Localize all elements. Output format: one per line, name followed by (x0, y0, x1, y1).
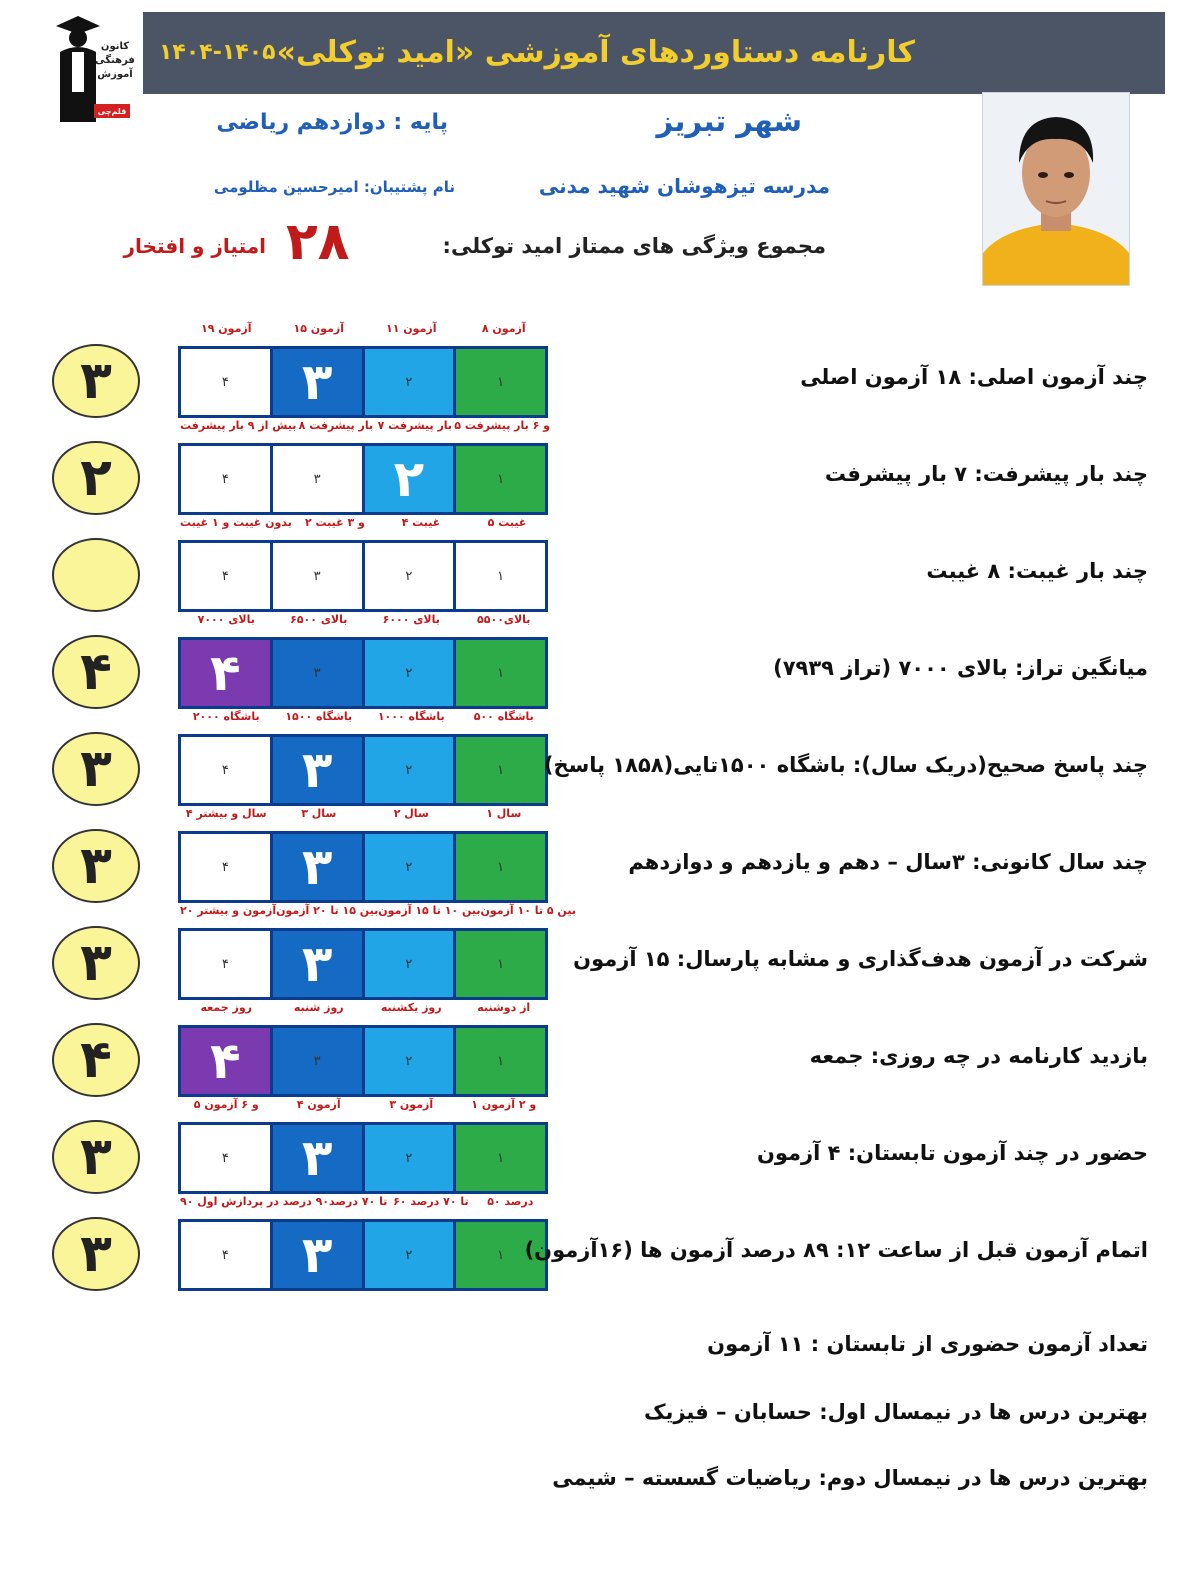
level-cell: ۲ (365, 349, 454, 415)
report-years: ۱۴۰۴-۱۴۰۵ (159, 40, 276, 65)
level-cell: ۴ (181, 1028, 270, 1094)
level-cell: ۴ (181, 737, 270, 803)
level-cell: ۳ (273, 446, 362, 512)
level-label: ۳ آزمون (389, 1098, 434, 1111)
level-cell: ۲ (365, 737, 454, 803)
student-supporter: نام پشتیبان: امیرحسین مظلومی (213, 178, 455, 196)
level-label: ۱۹ آزمون (201, 322, 252, 335)
level-cell: ۲ (365, 640, 454, 706)
level-label: ۹۰تا ۷۰ درصد (315, 1195, 388, 1208)
level-labels (180, 904, 576, 924)
level-label: بدون غیبت و ۱ غیبت (180, 516, 292, 529)
level-strip (178, 637, 548, 709)
level-cell: ۴ (181, 446, 270, 512)
logo-line: کانون (100, 41, 130, 52)
level-cell: ۱ (456, 1125, 545, 1191)
criterion-description: اتمام آزمون قبل از ساعت ۱۲: ۸۹ درصد آزمون ها (۱۶آزمون) (524, 1238, 1148, 1262)
score-circle: ۳ (52, 344, 140, 418)
level-strip (178, 540, 548, 612)
level-label: روز یکشنبه (380, 1001, 442, 1014)
level-label: باشگاه ۱۵۰۰ (285, 710, 353, 723)
logo-line: آموزش (97, 69, 133, 80)
extra-line: تعداد آزمون حضوری از تابستان : ۱۱ آزمون (707, 1332, 1148, 1356)
level-label: ۴ سال و بیشتر (185, 807, 267, 820)
level-label: باشگاه ۵۰۰ (473, 710, 534, 723)
level-cell: ۴ (181, 1125, 270, 1191)
total-value: ۲۸ (286, 212, 350, 272)
level-labels (180, 419, 550, 439)
level-strip (178, 443, 548, 515)
criterion-description: چند پاسخ صحیح(دریک سال): باشگاه ۱۵۰۰تایی(۱۸۵۸ پاسخ) (543, 753, 1148, 777)
logo-line: قلم‌چی (97, 107, 127, 116)
report-title: کارنامه دستاوردهای آموزشی «امید توکلی» (276, 35, 915, 70)
level-cell: ۱ (456, 834, 545, 900)
level-label: بین ۱۰ تا ۱۵ آزمون (378, 904, 481, 917)
level-cell: ۲ (365, 1125, 454, 1191)
extra-line: بهترین درس ها در نیمسال دوم: ریاضیات گسسته – شیمی (552, 1466, 1148, 1490)
level-cell: ۳ (273, 931, 362, 997)
level-label: ۸ بار پیشرفت (298, 419, 374, 432)
level-label: ۶۰ تا ۷۰ درصد (393, 1195, 469, 1208)
level-cell: ۳ (273, 543, 362, 609)
level-cell: ۴ (181, 931, 270, 997)
level-labels (180, 613, 550, 633)
level-label: ۵ غیبت (487, 516, 527, 529)
score-circle: ۴ (52, 1023, 140, 1097)
level-cell: ۴ (181, 543, 270, 609)
criterion-description: چند بار غیبت: ۸ غیبت (926, 559, 1148, 583)
level-cell: ۱ (456, 1222, 545, 1288)
level-cell: ۱ (456, 446, 545, 512)
level-label: بین ۵ تا ۱۰ آزمون (480, 904, 576, 917)
level-cell: ۱ (456, 349, 545, 415)
criterion-description: بازدید کارنامه در چه روزی: جمعه (809, 1044, 1148, 1068)
level-label: باشگاه ۲۰۰۰ (192, 710, 260, 723)
level-cell: ۲ (365, 1028, 454, 1094)
level-label: ۳ سال (301, 807, 337, 820)
level-labels (180, 807, 550, 827)
level-cell: ۳ (273, 737, 362, 803)
level-label: روز جمعه (200, 1001, 252, 1014)
level-label: بالای ۶۰۰۰ (382, 613, 440, 626)
level-label: ۹۰ درصد در پردازش اول (180, 1195, 312, 1208)
level-labels (180, 1195, 550, 1215)
level-label: بین ۱۵ تا ۲۰ آزمون (276, 904, 379, 917)
total-label: مجموع ویژگی های ممتاز امید توکلی: (442, 234, 826, 258)
student-portrait-icon (983, 93, 1129, 285)
level-strip (178, 1219, 548, 1291)
level-labels (180, 1001, 550, 1021)
level-cell: ۳ (273, 834, 362, 900)
criterion-description: چند سال کانونی: ۳سال – دهم و یازدهم و دوازدهم (628, 850, 1148, 874)
level-labels (180, 516, 550, 536)
level-cell: ۳ (273, 349, 362, 415)
student-school: مدرسه تیزهوشان شهید مدنی (538, 174, 830, 198)
level-label: ۵ و ۶ بار پیشرفت (454, 419, 550, 432)
criterion-description: چند بار پیشرفت: ۷ بار پیشرفت (824, 462, 1148, 486)
total-suffix: امتیاز و افتخار (123, 234, 266, 258)
logo-line: فرهنگی (95, 55, 135, 66)
level-cell: ۱ (456, 640, 545, 706)
student-grade: پایه : دوازدهم ریاضی (216, 110, 448, 135)
level-cell: ۳ (273, 1028, 362, 1094)
level-cell: ۳ (273, 1222, 362, 1288)
level-label: بالای۵۵۰۰ (477, 613, 531, 626)
level-strip (178, 346, 548, 418)
level-cell: ۲ (365, 834, 454, 900)
level-strip (178, 1025, 548, 1097)
score-circle: ۳ (52, 732, 140, 806)
level-cell: ۲ (365, 446, 454, 512)
level-label: ۱۱ آزمون (386, 322, 437, 335)
level-strip (178, 1122, 548, 1194)
level-label: روز شنبه (293, 1001, 344, 1014)
level-label: بیش از ۹ بار پیشرفت (180, 419, 297, 432)
level-labels (180, 1098, 550, 1118)
level-label: ۴ غیبت (401, 516, 441, 529)
level-cell: ۲ (365, 931, 454, 997)
header-bar (143, 12, 1165, 94)
level-label: ۲ سال (393, 807, 429, 820)
level-label: ۱ و ۲ آزمون (471, 1098, 537, 1111)
level-cell: ۳ (273, 1125, 362, 1191)
criterion-description: شرکت در آزمون هدف‌گذاری و مشابه پارسال: ۱۵ آزمون (573, 947, 1148, 971)
level-labels (180, 710, 550, 730)
level-label: بالای ۶۵۰۰ (290, 613, 348, 626)
level-label: ۱۵ آزمون (293, 322, 344, 335)
level-label: ۲ و ۳ غیبت (304, 516, 365, 529)
level-strip (178, 928, 548, 1000)
level-label: ۱ سال (486, 807, 522, 820)
level-cell: ۴ (181, 834, 270, 900)
level-label: بالای ۷۰۰۰ (197, 613, 255, 626)
level-label: ۷ بار پیشرفت (377, 419, 453, 432)
level-labels (180, 322, 550, 342)
level-strip (178, 734, 548, 806)
level-cell: ۲ (365, 1222, 454, 1288)
score-circle: ۳ (52, 829, 140, 903)
criterion-description: حضور در چند آزمون تابستان: ۴ آزمون (756, 1141, 1148, 1165)
level-label: ۴ آزمون (296, 1098, 341, 1111)
level-cell: ۴ (181, 349, 270, 415)
student-photo (982, 92, 1130, 286)
score-circle (52, 538, 140, 612)
level-label: باشگاه ۱۰۰۰ (377, 710, 445, 723)
level-label: ۵۰ درصد (487, 1195, 534, 1208)
criterion-description: چند آزمون اصلی: ۱۸ آزمون اصلی (800, 365, 1148, 389)
level-label: ۲۰ آزمون و بیشتر (180, 904, 277, 917)
level-label: ۸ آزمون (481, 322, 526, 335)
level-cell: ۱ (456, 737, 545, 803)
extra-line: بهترین درس ها در نیمسال اول: حسابان – فیزیک (643, 1400, 1148, 1424)
score-circle: ۳ (52, 1217, 140, 1291)
level-cell: ۴ (181, 1222, 270, 1288)
level-cell: ۳ (273, 640, 362, 706)
level-cell: ۱ (456, 1028, 545, 1094)
score-circle: ۴ (52, 635, 140, 709)
level-cell: ۲ (365, 543, 454, 609)
score-circle: ۳ (52, 1120, 140, 1194)
level-strip (178, 831, 548, 903)
level-cell: ۴ (181, 640, 270, 706)
kanoon-logo (48, 12, 136, 126)
level-cell: ۱ (456, 543, 545, 609)
score-circle: ۳ (52, 926, 140, 1000)
criterion-description: میانگین تراز: بالای ۷۰۰۰ (تراز ۷۹۳۹) (773, 656, 1148, 680)
level-label: از دوشنبه (477, 1001, 531, 1014)
score-circle: ۲ (52, 441, 140, 515)
student-city: شهر تبریز (656, 104, 802, 138)
level-cell: ۱ (456, 931, 545, 997)
level-label: ۵ و ۶ آزمون (193, 1098, 259, 1111)
